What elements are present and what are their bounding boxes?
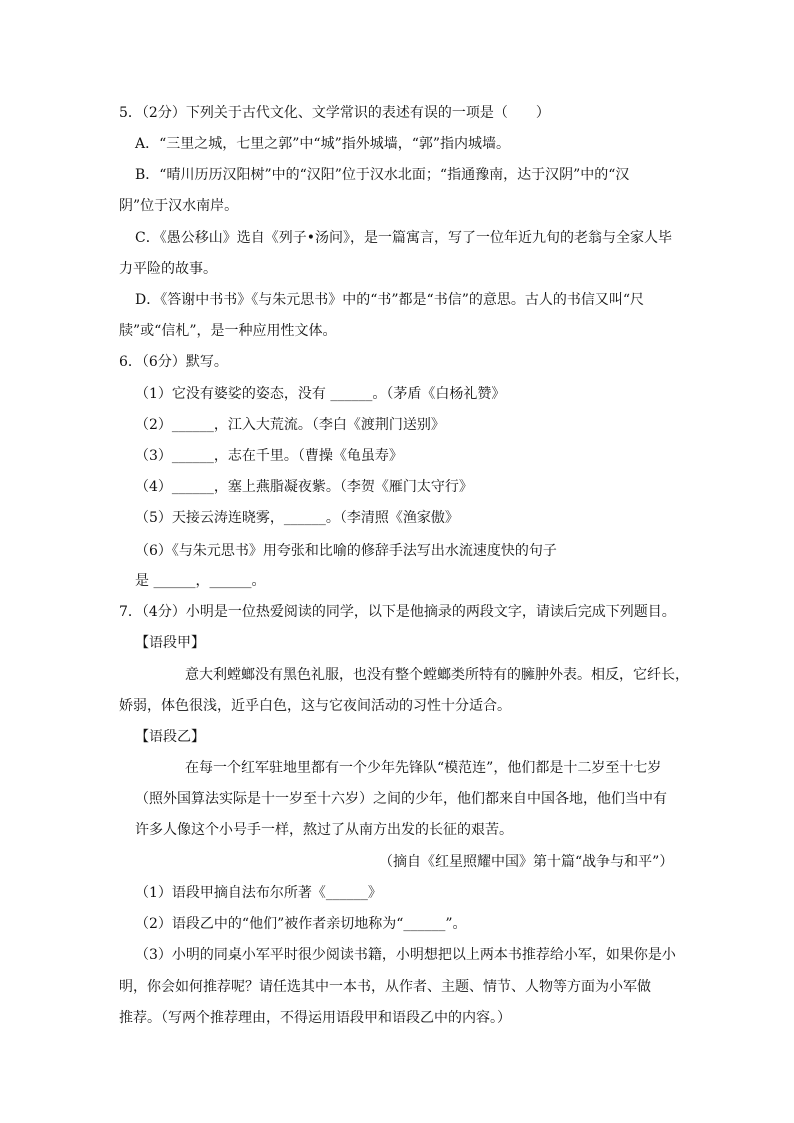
q5-option-a: A．“三里之城，七里之郭”中“城”指外城墙，“郭”指内城墙。	[135, 136, 511, 152]
q7-stem: 7．（4分）小明是一位热爱阅读的同学，以下是他摘录的两段文字，请读后完成下列题目。	[119, 604, 676, 620]
q5-option-c-line2: 力平险的故事。	[119, 261, 217, 277]
q7-passage-yi-label: 【语段乙】	[135, 729, 205, 745]
q6-item-6-line1	[135, 542, 675, 560]
q5-option-d-line1: D．《答谢中书书》《与朱元思书》中的“书”都是“书信”的意思。古人的书信又叫“尺	[135, 292, 645, 308]
q7-passage-jia-line2: 娇弱，体色很浅，近乎白色，这与它夜间活动的习性十分适合。	[119, 698, 511, 714]
q5-option-d-line2: 牍”或“信札”，是一种应用性文体。	[119, 323, 337, 339]
q6-item-5: （5）天接云涛连晓雾，______。（李清照《渔家傲》	[135, 510, 459, 526]
q5-option-c-line1: C．《愚公移山》选自《列子•汤问》，是一篇寓言，写了一位年近九旬的老翁与全家人毕	[135, 230, 672, 246]
q7-subquestion-3-line3: 推荐。（写两个推荐理由，不得运用语段甲和语段乙中的内容。）	[119, 1010, 511, 1026]
q7-passage-yi-line2: （照外国算法实际是十一岁至十六岁）之间的少年，他们都来自中国各地，他们当中有	[135, 791, 667, 807]
q6-item-3: （3）______，志在千里。（曹操《龟虽寿》	[135, 448, 403, 464]
q6-item-1: （1）它没有婆娑的姿态，没有 ______。（茅盾《白杨礼赞》	[135, 386, 506, 402]
q7-passage-yi-line3: 许多人像这个小号手一样，熬过了从南方出发的长征的艰苦。	[135, 822, 513, 838]
q7-passage-yi-line1: 在每一个红军驻地里都有一个少年先锋队“模范连”，他们都是十二岁至十七岁	[185, 760, 662, 776]
q7-subquestion-3-line1: （3）小明的同桌小军平时很少阅读书籍，小明想把以上两本书推荐给小军，如果你是小	[135, 947, 676, 963]
q5-option-b-line1: B．“晴川历历汉阳树”中的“汉阳”位于汉水北面；“指通豫南，达于汉阴”中的“汉	[135, 167, 630, 183]
q7-subquestion-1: （1）语段甲摘自法布尔所著《______》	[135, 885, 382, 901]
q6-item-4: （4）______，塞上燕脂凝夜紫。（李贺《雁门太守行》	[135, 479, 473, 495]
q6-item-2: （2）______，江入大荒流。（李白《渡荆门送别》	[135, 417, 445, 433]
q7-passage-jia-line1: 意大利螳螂没有黑色礼服，也没有整个螳螂类所特有的臃肿外表。相反，它纤长，	[185, 667, 689, 683]
q6-item-6-text: （6）《与朱元思书》用夸张和比喻的修辞手法写出水流速度快的句子	[135, 543, 557, 559]
q6-stem: 6．（6分）默写。	[119, 354, 228, 370]
q7-subquestion-3-line2: 明，你会如何推荐呢？请任选其中一本书，从作者、主题、情节、人物等方面为小军做	[119, 979, 651, 995]
q7-passage-jia-label: 【语段甲】	[135, 635, 205, 651]
q7-source-citation: （摘自《红星照耀中国》第十篇“战争与和平”）	[379, 854, 674, 870]
q7-subquestion-2: （2）语段乙中的“他们”被作者亲切地称为“______”。	[135, 916, 467, 932]
q5-option-b-line2: 阴”位于汉水南岸。	[119, 198, 239, 214]
q5-stem: 5．（2分）下列关于古代文化、文学常识的表述有误的一项是（ ）	[119, 105, 550, 121]
q6-item-6-line2: 是 ______，______。	[135, 573, 266, 589]
